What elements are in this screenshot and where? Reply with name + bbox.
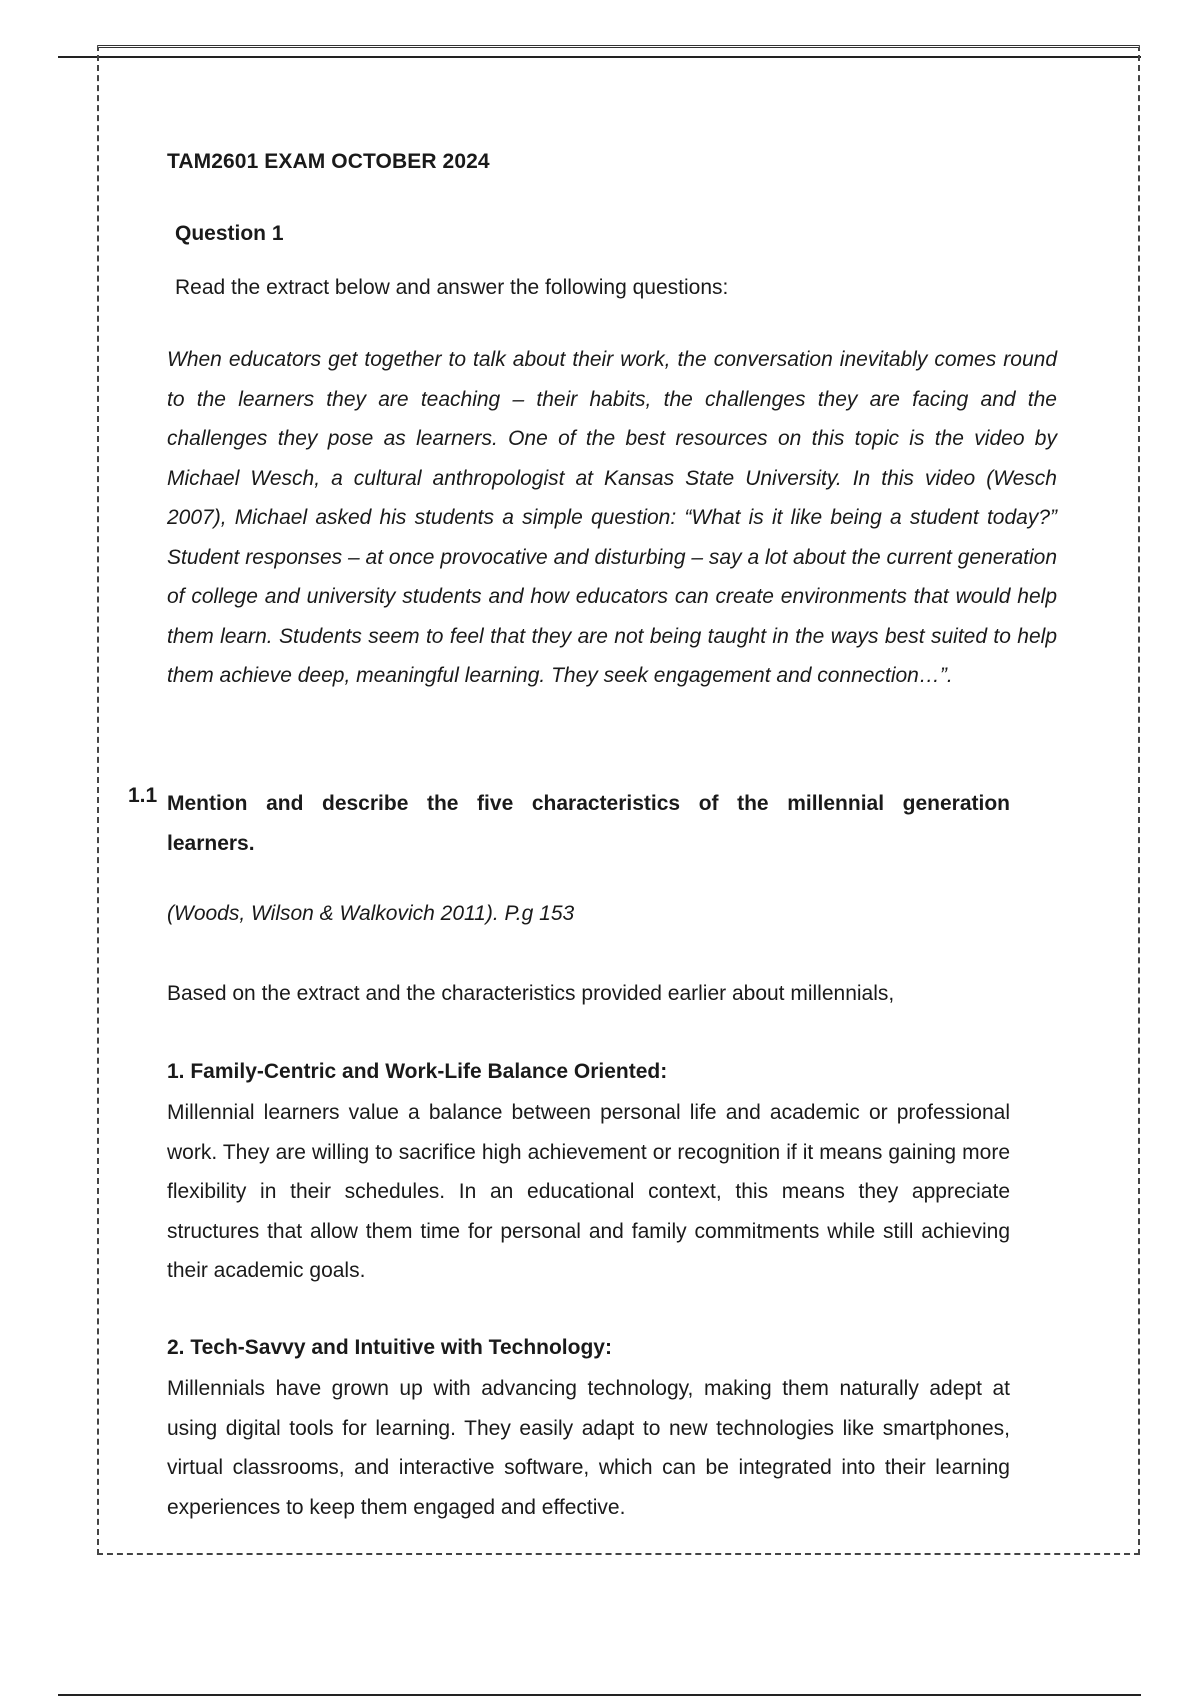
characteristic-body: Millennial learners value a balance between personal life and academic or professional work. They are willing to sacrifice high achievement or recognition if it means gaining more flexibility in their schedules. In an educational context, this means they appreciate structures that allow them time for personal and family commitments while still achieving their academic goals. [167,1101,1010,1282]
page-bottom-rule [58,1694,1141,1696]
question-heading: Question 1 [175,222,284,245]
exam-title: TAM2601 EXAM OCTOBER 2024 [167,150,490,173]
characteristic-heading: 2. Tech-Savvy and Intuitive with Technology: [167,1336,612,1359]
characteristic-body: Millennials have grown up with advancing technology, making them naturally adept at using digital tools for learning. They easily adapt to new technologies like smartphones, virtual classrooms, and interactive software, which can be integrated into their learning experiences to keep them engaged and effective. [167,1377,1010,1519]
extract-passage: When educators get together to talk about their work, the conversation inevitably comes round to the learners they are teaching – their habits, the challenges they are facing and the challenges they pose as learners. One of the best resources on this topic is the video by Michael Wesch, a cultural anthropologist at Kansas State University. In this video (Wesch 2007), Michael asked his students a simple question: “What is it like being a student today?” Student responses – at once provocative and disturbing – say a lot about the current generation of college and university students and how educators can create environments that would help them learn. Students seem to feel that they are not being taught in the ways best suited to help them achieve deep, meaningful learning. They seek engagement and connection…”. [167,348,1057,687]
question-instruction: Read the extract below and answer the following questions: [175,276,729,299]
question-text: Mention and describe the five characteristics of the millennial generation learners. [167,792,1010,855]
characteristic-heading: 1. Family-Centric and Work-Life Balance Oriented: [167,1060,668,1083]
citation-reference: (Woods, Wilson & Walkovich 2011). P.g 153 [167,902,575,925]
question-number: 1.1 [128,784,158,807]
answer-intro: Based on the extract and the characteristics provided earlier about millennials, [167,982,895,1005]
